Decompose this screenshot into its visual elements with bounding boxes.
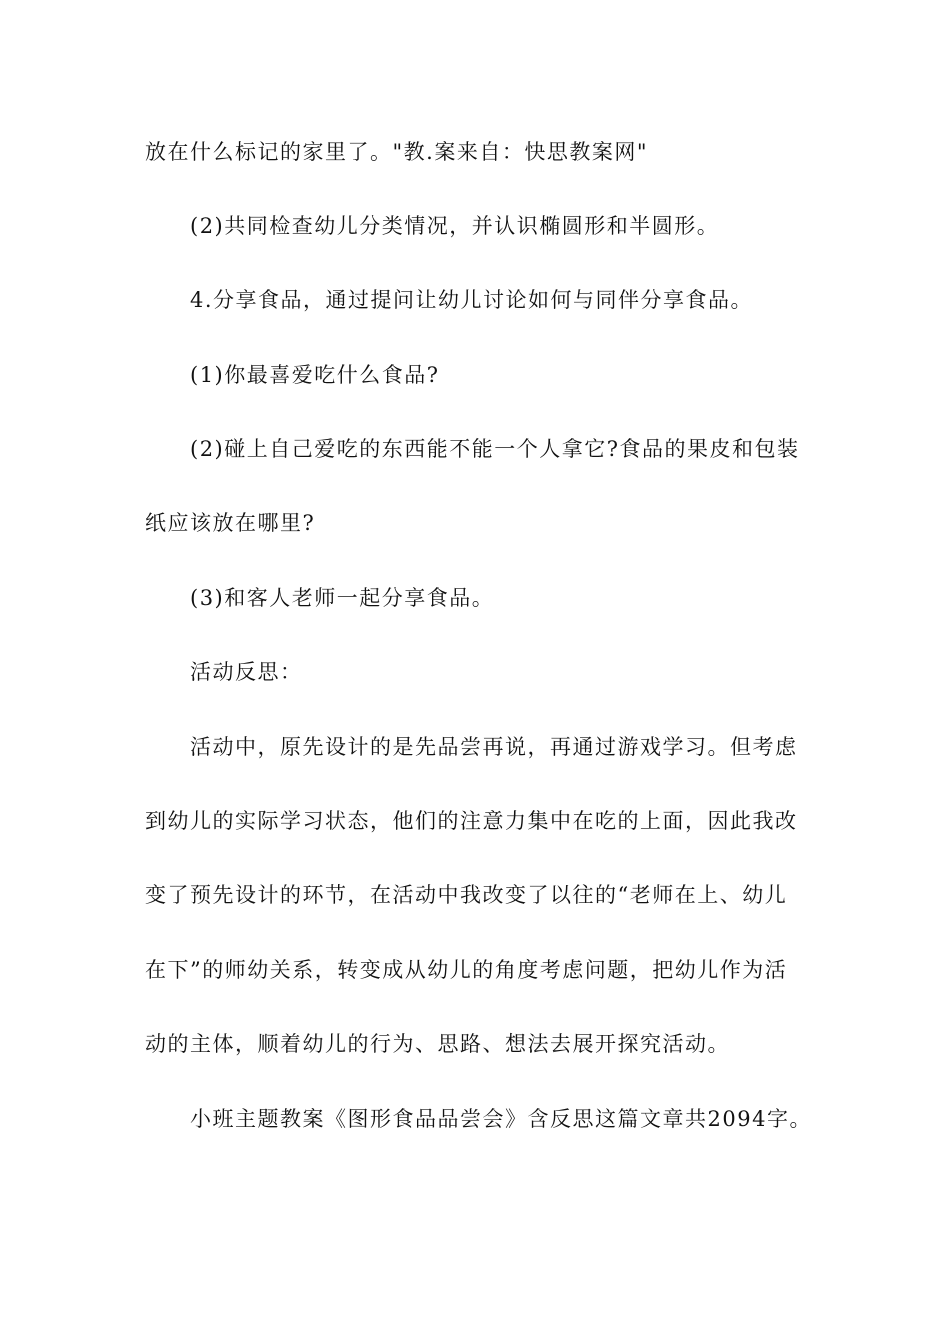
- text-line-reflection-2: 到幼儿的实际学习状态，他们的注意力集中在吃的上面，因此我改: [145, 809, 798, 833]
- text-line-continuation: 放在什么标记的家里了。"教.案来自：快思教案网": [145, 140, 648, 164]
- text-line-reflection-1: 活动中，原先设计的是先品尝再说，再通过游戏学习。但考虑: [190, 735, 798, 759]
- section-heading-reflection: 活动反思：: [190, 660, 303, 684]
- text-line-step-4: 4.分享食品，通过提问让幼儿讨论如何与同伴分享食品。: [190, 288, 754, 312]
- text-line-question-2: (2)碰上自己爱吃的东西能不能一个人拿它?食品的果皮和包装: [190, 437, 800, 461]
- text-line-summary: 小班主题教案《图形食品品尝会》含反思这篇文章共2094字。: [190, 1107, 812, 1131]
- text-line-question-1: (1)你最喜爱吃什么食品?: [190, 363, 440, 387]
- text-line-step-2-2: (2)共同检查幼儿分类情况，并认识椭圆形和半圆形。: [190, 214, 720, 238]
- text-line-question-2-cont: 纸应该放在哪里?: [145, 511, 316, 535]
- text-line-reflection-3: 变了预先设计的环节，在活动中我改变了以往的“老师在上、幼儿: [145, 883, 788, 907]
- text-line-reflection-4: 在下”的师幼关系，转变成从幼儿的角度考虑问题，把幼儿作为活: [145, 958, 788, 982]
- text-line-reflection-5: 动的主体，顺着幼儿的行为、思路、想法去展开探究活动。: [145, 1032, 730, 1056]
- text-line-question-3: (3)和客人老师一起分享食品。: [190, 586, 495, 610]
